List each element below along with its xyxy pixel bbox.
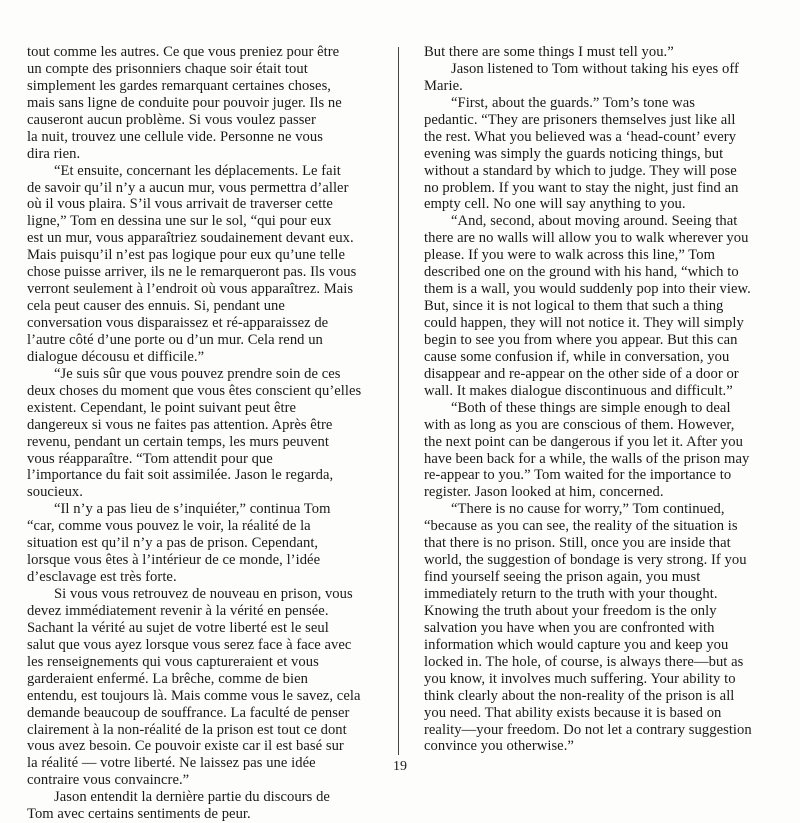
text-line: Mais puisqu’il n’est pas logique pour eux qu’une telle: [27, 247, 346, 264]
text-line: with as long as you are conscious of them. However,: [424, 416, 735, 433]
text-line: no problem. If you want to stay the night, just find an: [424, 179, 739, 196]
text-line: empty cell. No one will say anything to you.: [424, 196, 686, 213]
text-line: demande beaucoup de souffrance. La faculté de penser: [27, 704, 350, 721]
text-line: salvation you have when you are confronted with: [424, 619, 715, 636]
text-line: wall. It makes dialogue discontinuous and difficult.”: [424, 382, 733, 399]
text-line: “Both of these things are simple enough to deal: [451, 399, 731, 416]
column-divider: [398, 47, 399, 755]
text-line: Sachant la vérité au sujet de votre liberté est le seul: [27, 619, 329, 636]
text-line: Marie.: [424, 77, 463, 94]
text-line: locked in. The hole, of course, is always there—but as: [424, 653, 744, 670]
text-line: “Il n’y a pas lieu de s’inquiéter,” continua Tom: [54, 501, 331, 518]
text-line: there are no walls will allow you to walk wherever you: [424, 230, 749, 247]
text-line: pedantic. “They are prisoners themselves just like all: [424, 111, 736, 128]
text-line: Jason listened to Tom without taking his eyes off: [451, 60, 739, 77]
text-line: cause some confusion if, while in conversation, you: [424, 348, 730, 365]
text-line: “because as you can see, the reality of the situation is: [424, 518, 738, 535]
text-line: la réalité — votre liberté. Ne laissez pas une idée: [27, 755, 316, 772]
text-line: vous réapparaître. “Tom attendit pour que: [27, 450, 273, 467]
text-line: “car, comme vous pouvez le voir, la réalité de la: [27, 518, 311, 535]
text-line: reality—your freedom. Do not let a contrary suggestion: [424, 721, 752, 738]
text-line: vous avez besoin. Ce pouvoir existe car il est basé sur: [27, 738, 344, 755]
text-line: est un mur, vous apparaîtriez soudainement devant eux.: [27, 230, 354, 247]
text-line: think clearly about the non-reality of the prison is all: [424, 687, 735, 704]
text-line: “Je suis sûr que vous pouvez prendre soin de ces: [54, 365, 341, 382]
text-line: Si vous vous retrouvez de nouveau en prison, vous: [54, 586, 353, 602]
text-line: But there are some things I must tell you.”: [424, 44, 674, 60]
text-line: Jason entendit la dernière partie du discours de: [54, 789, 330, 806]
right-column-english-text: [424, 44, 794, 755]
text-line: clairement à la non-réalité de la prison est tout ce dont: [27, 721, 347, 738]
text-line: un compte des prisonniers chaque soir était tout: [27, 60, 308, 77]
text-line: les renseignements qui vous captureraient et vous: [27, 653, 319, 670]
text-line: entendu, est toujours là. Mais comme vous le savez, cela: [27, 687, 361, 704]
text-line: chose puisse arriver, ils ne le remarqueront pas. Ils vous: [27, 264, 357, 281]
text-line: où il vous plaira. S’il vous arrivait de traverser cette: [27, 196, 333, 213]
text-line: information which would capture you and keep you: [424, 636, 729, 653]
text-line: “There is no cause for worry,” Tom continued,: [451, 501, 725, 518]
text-line: lorsque vous êtes à l’intérieur de ce monde, l’idée: [27, 552, 321, 569]
text-line: world, the suggestion of bondage is very strong. If you: [424, 552, 747, 569]
text-line: described one on the ground with his hand, “which to: [424, 264, 739, 281]
text-line: conversation vous disparaissez et ré-apparaissez de: [27, 315, 329, 331]
text-line: you know, it involves much suffering. Your ability to: [424, 670, 736, 687]
text-line: Knowing the truth about your freedom is the only: [424, 602, 717, 619]
text-line: register. Jason looked at him, concerned.: [424, 484, 664, 501]
text-line: re-appear to you.” Tom waited for the importance to: [424, 467, 732, 484]
text-line: Tom avec certains sentiments de peur.: [27, 806, 251, 823]
text-line: causeront aucun problème. Si vous voulez passer: [27, 111, 316, 128]
text-line: dira rien.: [27, 145, 81, 162]
text-line: existent. Cependant, le point suivant peut être: [27, 399, 297, 416]
text-line: revenu, pendant un certain temps, les murs peuvent: [27, 433, 329, 450]
text-line: “Et ensuite, concernant les déplacements. Le fait: [54, 162, 341, 179]
text-line: please. If you were to walk across this line,” Tom: [424, 247, 715, 264]
text-line: cela peut causer des ennuis. Si, pendant une: [27, 298, 285, 315]
text-line: the next point can be dangerous if you let it. After you: [424, 433, 743, 450]
text-line: mais sans ligne de conduite pour pouvoir juger. Ils ne: [27, 94, 342, 111]
text-line: find yourself seeing the prison again, you must: [424, 569, 701, 586]
text-line: verront seulement à l’endroit où vous apparaîtrez. Mais: [27, 281, 354, 298]
text-line: that there is no prison. Still, once you are inside that: [424, 535, 731, 552]
page-number: 19: [393, 759, 407, 774]
text-line: dangereux si vous ne faites pas attention. Après être: [27, 416, 333, 433]
text-line: them is a wall, you would suddenly pop into their view.: [424, 281, 751, 298]
text-line: you need. That ability exists because it is based on: [424, 704, 722, 721]
text-line: But, since it is not logical to them that such a thing: [424, 298, 724, 315]
text-line: garderaient enfermé. La brêche, comme de bien: [27, 670, 308, 687]
text-line: disappear and re-appear on the other side of a door or: [424, 365, 739, 382]
text-line: ligne,” Tom en dessina une sur le sol, “qui pour eux: [27, 213, 332, 230]
left-column-french-text: [27, 44, 395, 823]
text-line: tout comme les autres. Ce que vous preniez pour être: [27, 44, 340, 60]
text-line: l’autre côté d’une porte ou d’un mur. Cela rend un: [27, 331, 323, 348]
text-line: la nuit, trouvez une cellule vide. Personne ne vous: [27, 128, 323, 145]
text-line: l’importance du fait soit assimilée. Jason le regarda,: [27, 467, 334, 484]
text-line: de savoir qu’il n’y a aucun mur, vous permettra d’aller: [27, 179, 349, 196]
text-line: have been back for a while, the walls of the prison may: [424, 450, 750, 467]
text-line: salut que vous ayez lorsque vous serez face à face avec: [27, 636, 352, 653]
text-line: evening was simply the guards noticing things, but: [424, 145, 724, 162]
text-line: deux choses du moment que vous êtes conscient qu’elles: [27, 382, 362, 399]
text-line: situation est qu’il n’y a pas de prison. Cependant,: [27, 535, 319, 552]
text-line: without a standard by which to judge. They will pose: [424, 162, 737, 179]
text-line: d’esclavage est très forte.: [27, 569, 177, 586]
text-line: devez immédiatement revenir à la vérité en pensée.: [27, 602, 329, 619]
text-line: contraire vous convaincre.”: [27, 772, 190, 789]
text-line: the rest. What you believed was a ‘head-count’ every: [424, 128, 737, 145]
text-line: could happen, they will not notice it. They will simply: [424, 315, 744, 331]
text-line: begin to see you from where you appear. But this can: [424, 331, 738, 348]
text-line: simplement les gardes remarquant certaines choses,: [27, 77, 331, 94]
text-line: dialogue décousu et difficile.”: [27, 348, 205, 365]
text-line: soucieux.: [27, 484, 83, 501]
text-line: “First, about the guards.” Tom’s tone was: [451, 94, 695, 111]
text-line: “And, second, about moving around. Seeing that: [451, 213, 738, 230]
text-line: immediately return to the truth with your thought.: [424, 586, 718, 602]
text-line: convince you otherwise.”: [424, 738, 574, 755]
